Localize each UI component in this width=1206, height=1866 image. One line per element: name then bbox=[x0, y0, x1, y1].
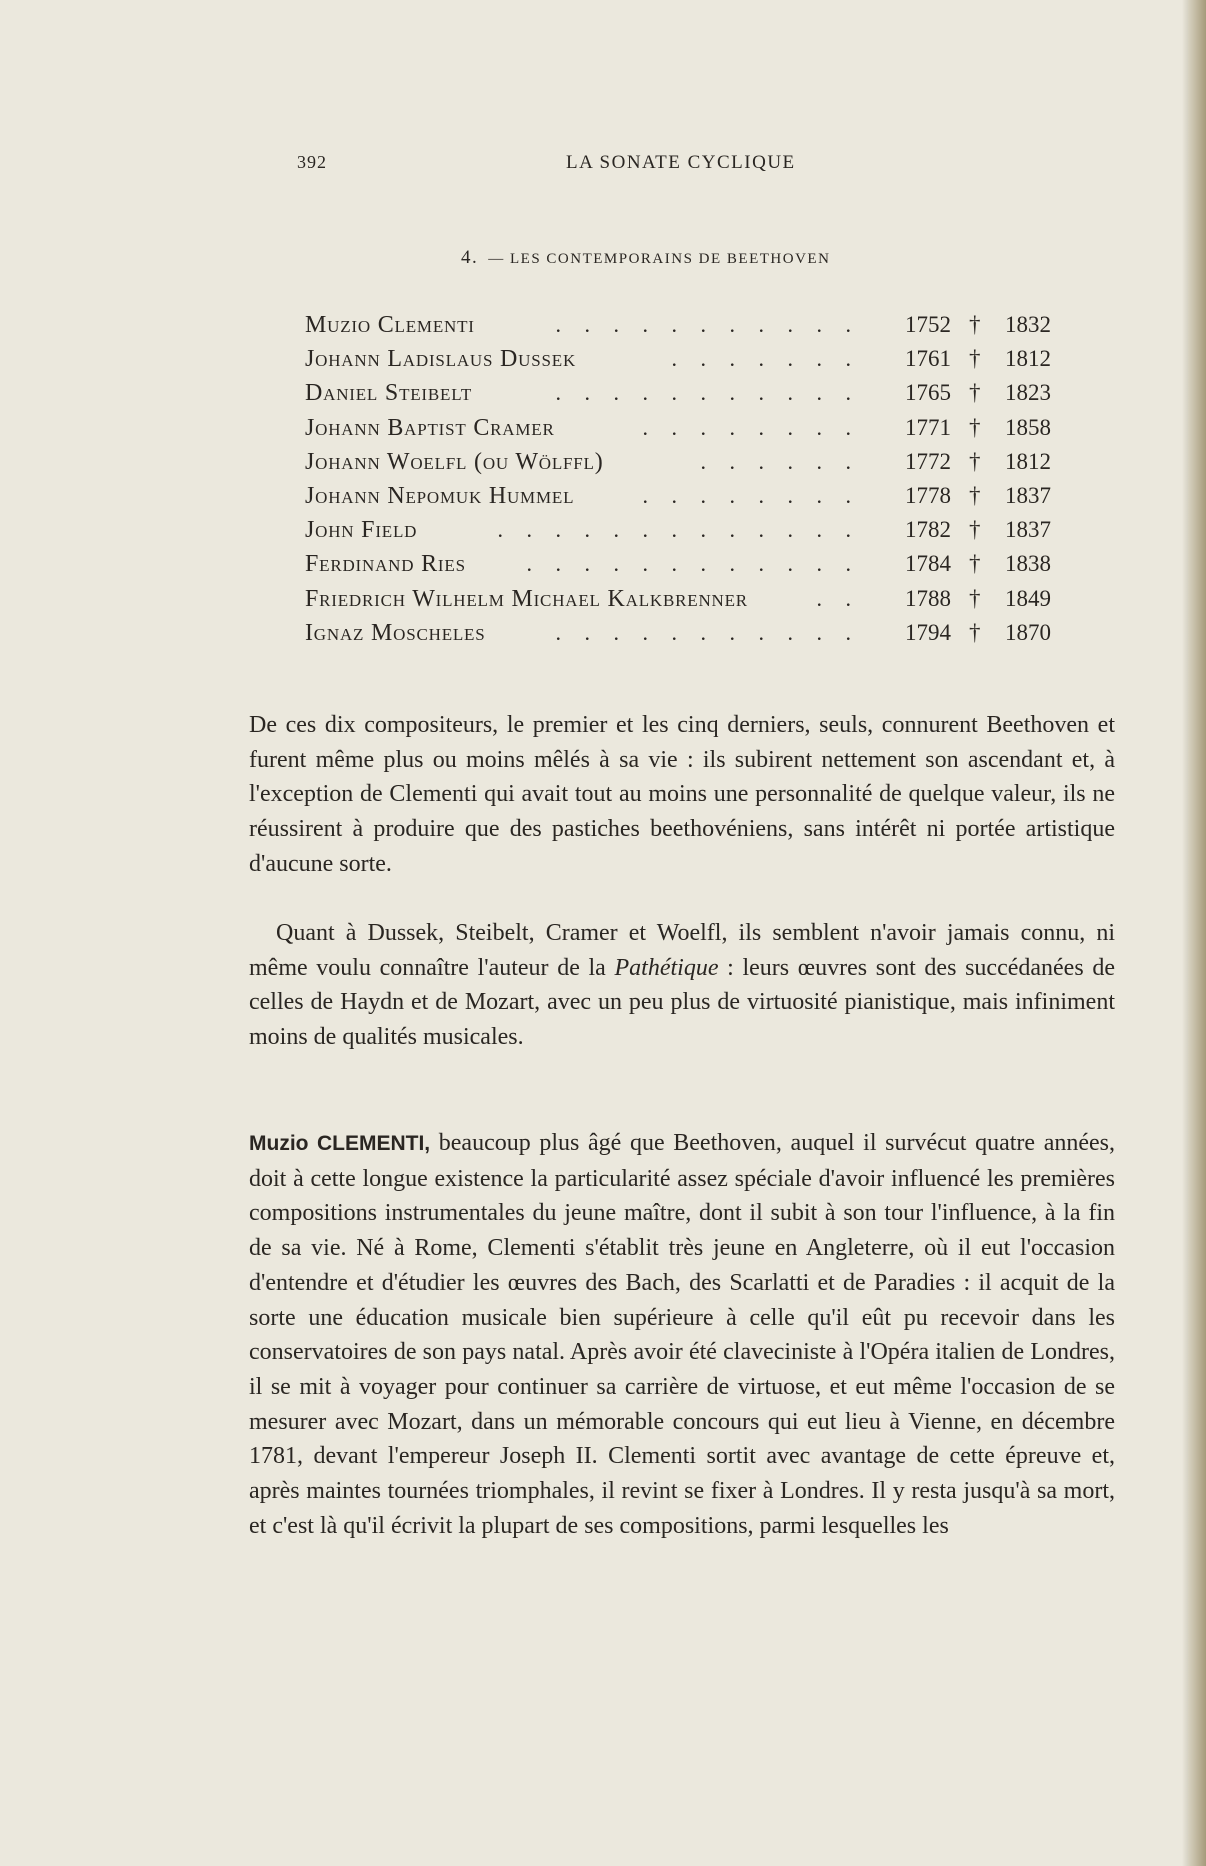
composer-name: Ferdinand Ries bbox=[305, 551, 466, 578]
death-cross-icon: † bbox=[969, 619, 981, 645]
death-cross-icon: † bbox=[969, 517, 981, 543]
composer-row bbox=[305, 584, 1067, 618]
leader-dots: . . . . . . . . . . . bbox=[555, 312, 860, 337]
death-year: 1870 bbox=[1005, 619, 1051, 645]
composer-name: Johann Woelfl (ou Wölffl) bbox=[305, 448, 604, 475]
composer-name: Friedrich Wilhelm Michael Kalkbrenner bbox=[305, 585, 748, 612]
death-year: 1838 bbox=[1005, 551, 1051, 577]
composer-row bbox=[305, 618, 1067, 652]
composer-list bbox=[305, 310, 1067, 652]
running-head bbox=[0, 152, 1206, 176]
death-cross-icon: † bbox=[969, 585, 981, 611]
death-cross-icon: † bbox=[969, 448, 981, 474]
death-year: 1849 bbox=[1005, 585, 1051, 611]
paragraph-text: beaucoup plus âgé que Beethoven, auquel il survécut quatre années, doit à cette longue existence la particularité assez spéciale d'avoir influencé les premières compositions instrumentales du jeune maître, dont il subit à son tour l'influence, à la fin de sa vie. Né à Rome, Clementi s'établit très jeune en Angleterre, où il eut l'occasion d'entendre et d'étudier les œuvres des Bach, des Scarlatti et de Paradies : il acquit de la sorte une éducation musicale bien supérieure à celle qu'il eût pu recevoir dans les conservatoires de son pays natal. Après avoir été claveciniste à l'Opéra italien de Londres, il se mit à voyager pour continuer sa carrière de virtuose, et eut même l'occasion de se mesurer avec Mozart, dans un mémorable concours qui eut lieu à Vienne, en décembre 1781, devant l'empereur Joseph II. Clementi sortit avec avantage de cette épreuve et, après maintes tournées triomphales, il revint se fixer à Londres. Il y resta jusqu'à sa mort, et c'est là qu'il écrivit la plupart de ses compositions, parmi lesquelles les bbox=[249, 1130, 1115, 1539]
paragraph-text: Quant à Dussek, Steibelt, Cramer et Woelfl, ils semblent n'avoir jamais connu, ni même voulu connaître l'auteur de la bbox=[249, 920, 1115, 981]
composer-name: Daniel Steibelt bbox=[305, 380, 473, 407]
section-heading bbox=[461, 247, 830, 269]
leader-dots: . . bbox=[816, 585, 860, 611]
paragraph-dussek-steibelt bbox=[249, 916, 1115, 1055]
death-year: 1823 bbox=[1005, 380, 1051, 406]
death-cross-icon: † bbox=[969, 482, 981, 508]
birth-year: 1765 bbox=[905, 380, 951, 406]
running-title: LA SONATE CYCLIQUE bbox=[566, 152, 796, 173]
composer-row bbox=[305, 344, 1067, 378]
leader-dots: . . . . . . . . . . . bbox=[555, 380, 860, 406]
paragraph-contemporaries: De ces dix compositeurs, le premier et les cinq derniers, seuls, connurent Beethoven et furent même plus ou moins mêlés à sa vie : ils subirent nettement son ascendant et, à l'exception de Clementi qui avait tout au moins une personnalité de quelque valeur, ils ne réussirent à produire que des pastiches beethovéniens, sans intérêt ni portée artistique d'aucune sorte. bbox=[249, 712, 1115, 877]
composer-name: Johann Ladislaus Dussek bbox=[305, 346, 577, 373]
page-number: 392 bbox=[297, 152, 327, 172]
composer-row bbox=[305, 481, 1067, 515]
birth-year: 1778 bbox=[905, 482, 951, 508]
composer-row bbox=[305, 447, 1067, 481]
section-number: 4. bbox=[461, 247, 479, 268]
death-year: 1837 bbox=[1005, 482, 1051, 508]
birth-year: 1752 bbox=[905, 312, 951, 337]
birth-year: 1788 bbox=[905, 585, 951, 611]
leader-dots: . . . . . . . . . . . . bbox=[526, 551, 860, 577]
composer-name: Muzio Clementi bbox=[305, 312, 475, 338]
death-year: 1812 bbox=[1005, 448, 1051, 474]
death-year: 1832 bbox=[1005, 312, 1051, 337]
death-cross-icon: † bbox=[969, 312, 981, 337]
birth-year: 1771 bbox=[905, 414, 951, 440]
paragraph-clementi bbox=[249, 1126, 1115, 1543]
leader-dots: . . . . . . . bbox=[671, 346, 860, 372]
leader-dots: . . . . . . bbox=[700, 448, 860, 474]
leader-dots: . . . . . . . . bbox=[642, 414, 860, 440]
composer-name: Ignaz Moscheles bbox=[305, 619, 486, 646]
death-year: 1858 bbox=[1005, 414, 1051, 440]
composer-row bbox=[305, 515, 1067, 549]
composer-row bbox=[305, 549, 1067, 583]
death-cross-icon: † bbox=[969, 380, 981, 406]
birth-year: 1784 bbox=[905, 551, 951, 577]
composer-row bbox=[305, 378, 1067, 412]
work-title-italic: Pathétique bbox=[614, 954, 719, 981]
paragraph-text: : leurs œuvres sont des succédanées de celles de Haydn et de Mozart, avec un peu plus de virtuosité pianistique, mais infiniment moins de qualités musicales. bbox=[249, 954, 1115, 1051]
leader-dots: . . . . . . . . . . . bbox=[555, 619, 860, 645]
composer-row bbox=[305, 413, 1067, 447]
birth-year: 1772 bbox=[905, 448, 951, 474]
leader-dots: . . . . . . . . . . . . . bbox=[497, 517, 860, 543]
composer-name: Johann Nepomuk Hummel bbox=[305, 482, 575, 509]
death-cross-icon: † bbox=[969, 414, 981, 440]
death-year: 1812 bbox=[1005, 346, 1051, 372]
composer-name: Johann Baptist Cramer bbox=[305, 414, 555, 441]
birth-year: 1782 bbox=[905, 517, 951, 543]
composer-row bbox=[305, 310, 1067, 344]
clementi-lead-name: Muzio CLEMENTI, bbox=[249, 1132, 431, 1155]
death-year: 1837 bbox=[1005, 517, 1051, 543]
page-edge bbox=[1188, 0, 1206, 1866]
death-cross-icon: † bbox=[969, 346, 981, 372]
birth-year: 1794 bbox=[905, 619, 951, 645]
birth-year: 1761 bbox=[905, 346, 951, 372]
composer-name: John Field bbox=[305, 517, 418, 544]
death-cross-icon: † bbox=[969, 551, 981, 577]
section-title: — LES CONTEMPORAINS DE BEETHOVEN bbox=[488, 251, 831, 267]
leader-dots: . . . . . . . . bbox=[642, 482, 860, 508]
